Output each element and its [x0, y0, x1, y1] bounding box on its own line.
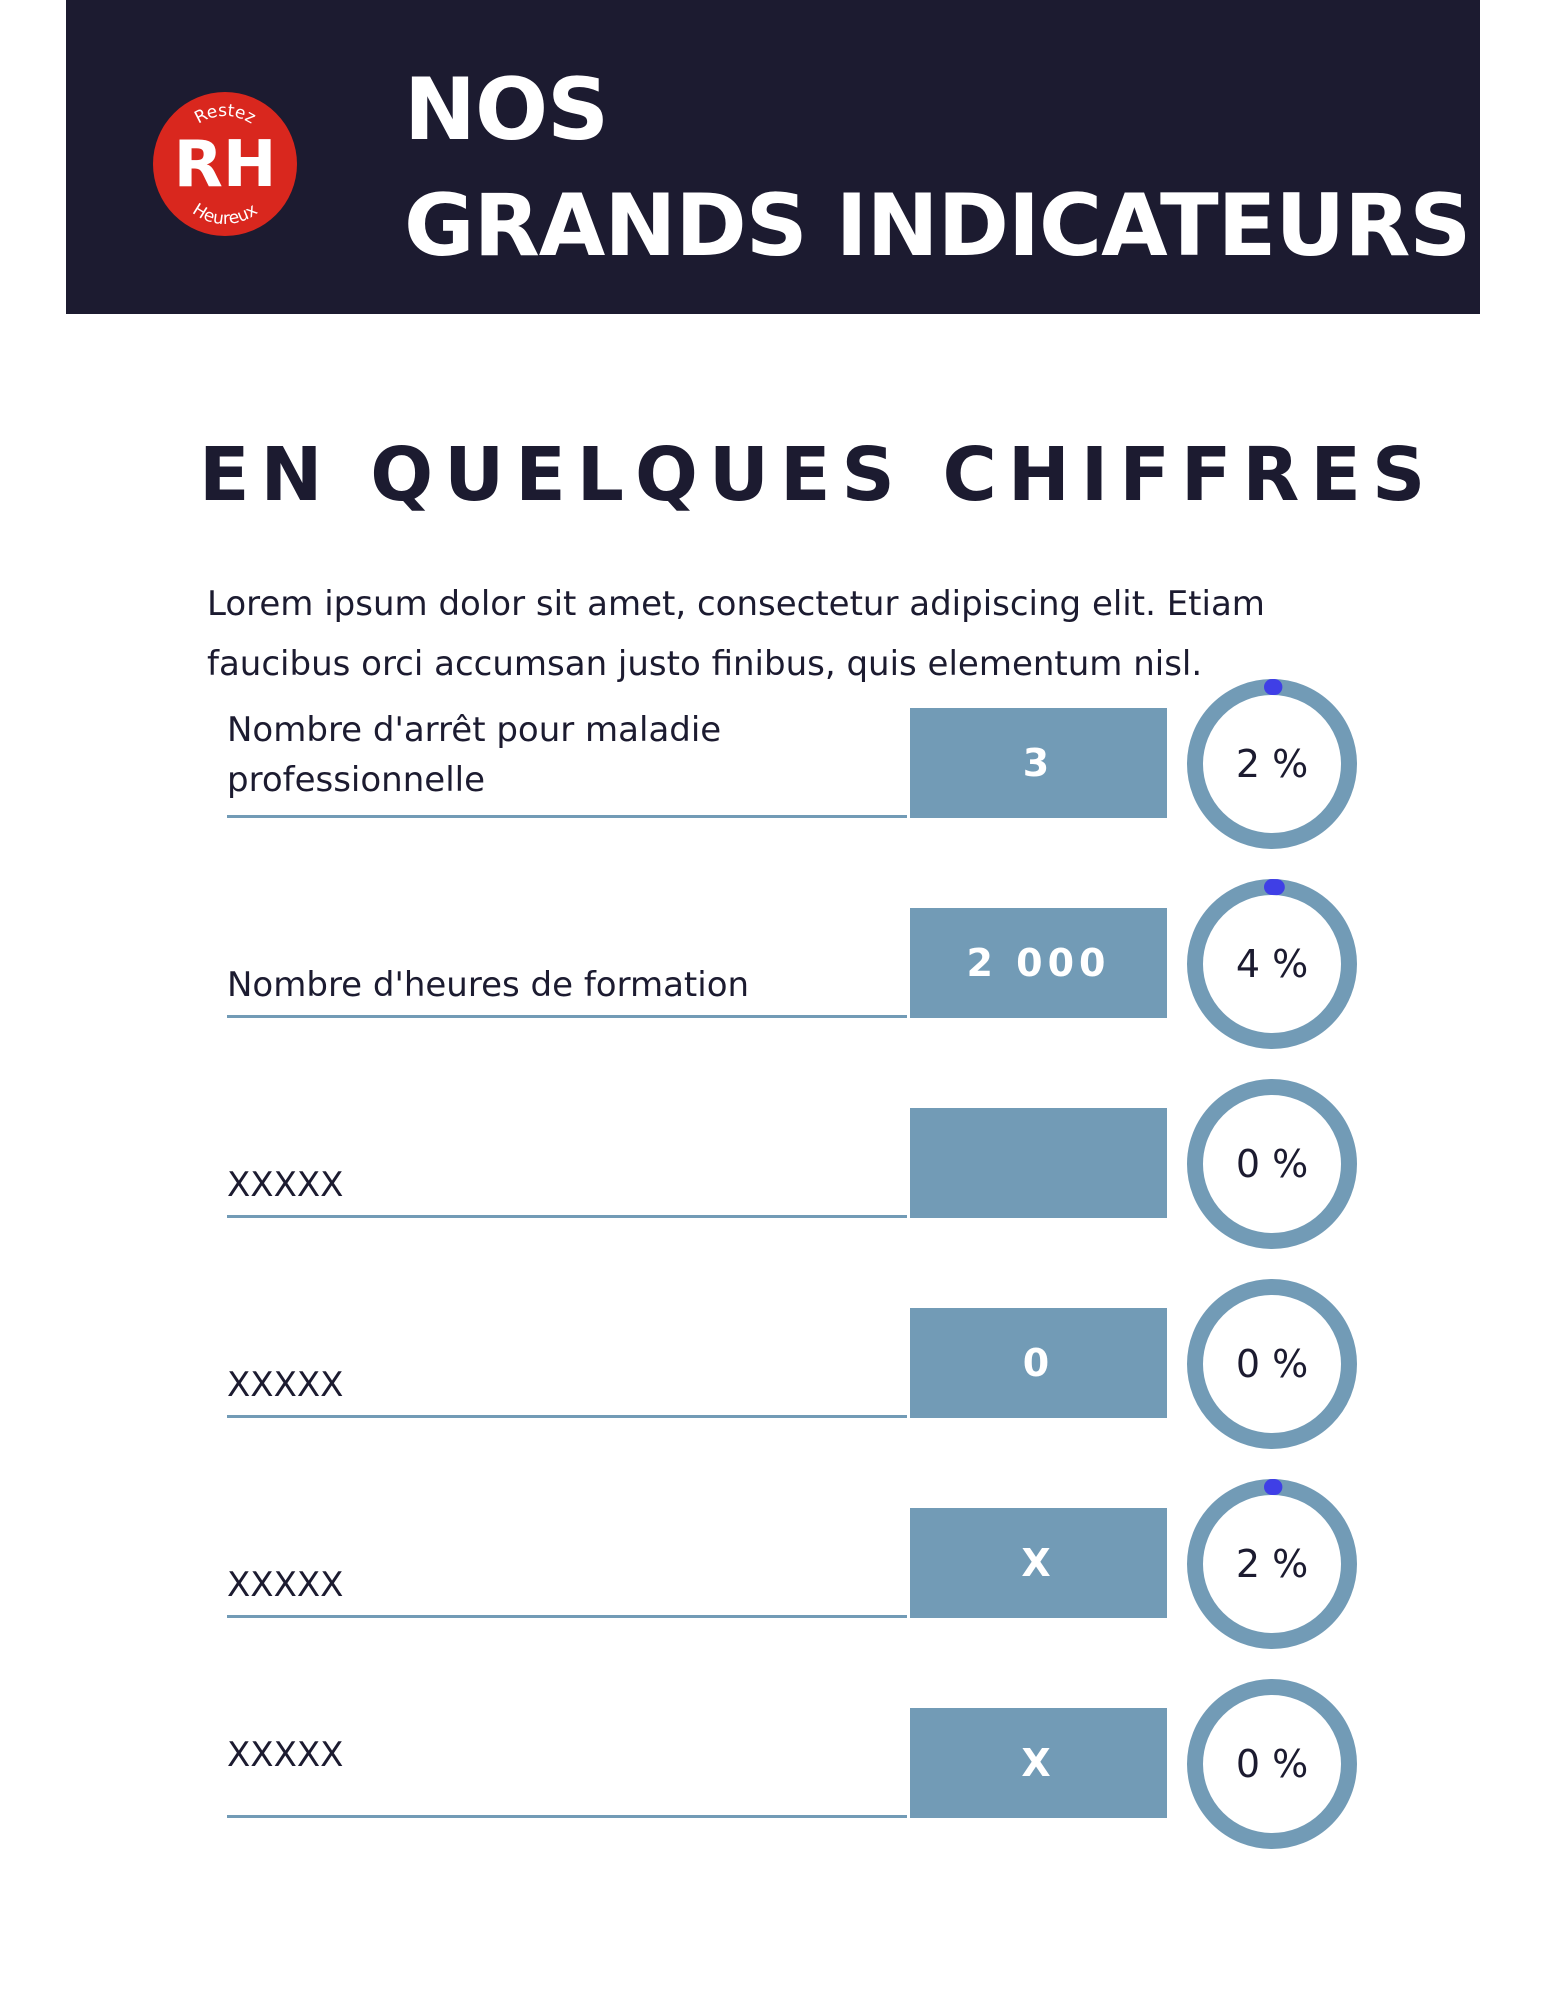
percent-label: 0 %: [1235, 1142, 1309, 1186]
percent-gauge: [1186, 678, 1358, 850]
indicator-value: 0: [910, 1308, 1167, 1418]
percent-gauge: [1186, 1678, 1358, 1850]
indicator-underline: [227, 1215, 907, 1218]
indicator-label: Nombre d'heures de formation: [227, 965, 750, 1005]
indicator-row: [0, 1090, 1545, 1280]
percent-gauge: [1186, 1278, 1358, 1450]
page-title-line1: NOS: [404, 60, 609, 160]
indicator-value: 2 000: [910, 908, 1167, 1018]
logo-bottom-text: Heureux: [188, 199, 262, 230]
percent-label: 4 %: [1235, 942, 1309, 986]
indicator-label: Nombre d'arrêt pour maladie professionnelle: [227, 710, 722, 800]
page-title-line2: GRANDS INDICATEURS: [404, 176, 1471, 276]
indicator-value: 3: [910, 708, 1167, 818]
indicator-label: XXXXX: [227, 1735, 344, 1775]
percent-label: 2 %: [1235, 742, 1309, 786]
indicator-row: [0, 1490, 1545, 1680]
indicator-underline: [227, 1015, 907, 1018]
intro-paragraph: Lorem ipsum dolor sit amet, consectetur adipiscing elit. Etiam faucibus orci accumsan justo finibus, quis elementum nisl.: [207, 584, 1265, 684]
percent-label: 2 %: [1235, 1542, 1309, 1586]
indicator-row: [0, 1690, 1545, 1880]
indicator-value: [910, 1108, 1167, 1218]
indicator-row: [0, 1290, 1545, 1480]
indicator-row: [0, 690, 1545, 880]
section-title: EN QUELQUES CHIFFRES: [199, 432, 1437, 518]
indicator-value: X: [910, 1708, 1167, 1818]
percent-label: 0 %: [1235, 1342, 1309, 1386]
indicator-label: XXXXX: [227, 1565, 344, 1605]
percent-gauge: [1186, 878, 1358, 1050]
logo-main-text: RH: [173, 128, 277, 202]
indicator-label: XXXXX: [227, 1365, 344, 1405]
logo-top-text: Restez: [191, 100, 259, 129]
indicator-row: [0, 890, 1545, 1080]
indicator-label: XXXXX: [227, 1165, 344, 1205]
indicator-underline: [227, 1415, 907, 1418]
indicator-value: X: [910, 1508, 1167, 1618]
percent-gauge: [1186, 1078, 1358, 1250]
indicator-underline: [227, 1615, 907, 1618]
percent-label: 0 %: [1235, 1742, 1309, 1786]
indicator-underline: [227, 1815, 907, 1818]
indicator-underline: [227, 815, 907, 818]
percent-gauge: [1186, 1478, 1358, 1650]
